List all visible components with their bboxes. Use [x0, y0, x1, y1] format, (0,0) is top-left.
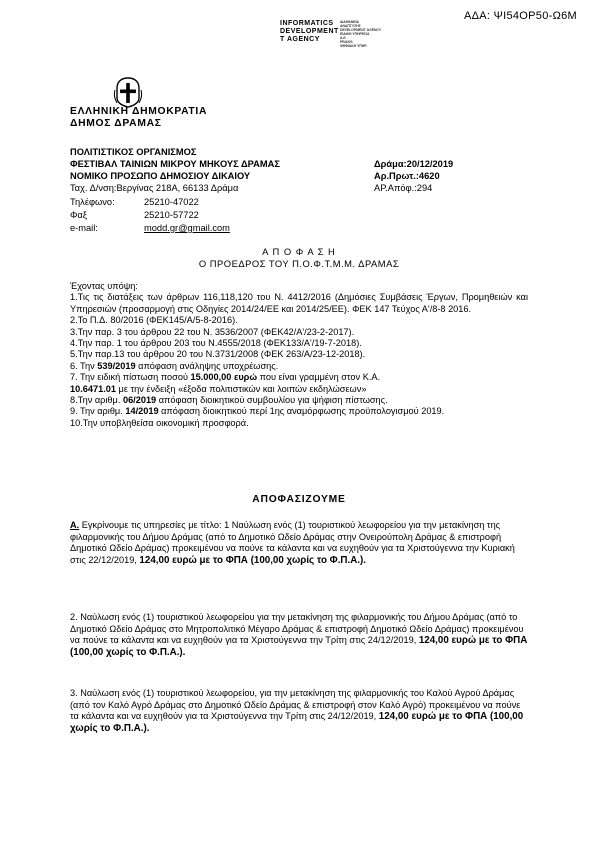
item-3-text: 3. Ναύλωση ενός (1) τουριστικού λεωφορείου, για την μετακίνηση της φιλαρμονικής του Καλού Αγρού Δράμας (από τον Καλό Αγρό Δράμας στο Δημοτικό Ωδείο Δράμας & επιστροφή στον Καλό Αγρό) προκειμένου να πούνε τα κάλαντα και να ευχηθούν για τα Χριστούγεννα την Τρίτη στις 24/12/2019,	[70, 688, 521, 722]
consideration-item	[70, 361, 528, 372]
address: Ταχ. Δ/νση:Βεργίνας 218Α, 66133 Δράμα	[70, 183, 239, 193]
phone-number: 25210-47022	[144, 197, 199, 207]
agency-small-line: ΑΝΑΠΤΥΞΗΣ	[340, 24, 361, 28]
item-text: απόφαση διοικητικού συμβουλίου για ψήφιση πίστωσης.	[156, 395, 388, 406]
agency-small-line: PRAXIS	[340, 40, 353, 44]
fax-label: Φαξ	[70, 210, 87, 220]
consideration-item	[70, 372, 528, 395]
ada-code: ΑΔΑ: ΨΙ54ΟΡ50-Ω6Μ	[463, 10, 577, 22]
decision-title: Α Π Ο Φ Α Σ Η	[262, 246, 336, 257]
service-item-3	[70, 688, 528, 734]
consideration-item	[70, 406, 528, 417]
considering-label: Έχοντας υπόψη:	[70, 281, 138, 291]
agency-small-text	[340, 20, 381, 48]
section-a-label: Α.	[70, 520, 80, 530]
section-a-text: Εγκρίνουμε τις υπηρεσίες με τίτλο: 1 Ναύλωση ενός (1) τουριστικού λεωφορείου για την μετακίνηση της φιλαρμονικής του Δήμου Δράμας (από το Δημοτικό Ωδείο Δράμας στην Ονειρούπολη Δράμας & επιστροφή Δημοτικό Ωδείο Δράμας) προκειμένου να πούνε τα κάλαντα και να ευχηθούν για τα Χριστούγεννα την Κυριακή στις 22/12/2019,	[70, 520, 515, 565]
municipality-heading: ΔΗΜΟΣ ΔΡΑΜΑΣ	[70, 118, 162, 129]
item-bold: 06/2019	[122, 395, 157, 406]
fax-number: 25210-57722	[144, 210, 199, 220]
section-a-price: 124,00 ευρώ με το ΦΠΑ (100,00 χωρίς το Φ.Π.Α.).	[139, 554, 367, 566]
item-text: απόφαση ανάληψης υποχρέωσης.	[135, 360, 279, 371]
consideration-item: 3.Την παρ. 3 του άρθρου 22 του Ν. 3536/2007 (ΦΕΚ42/Α'/23-2-2017).	[70, 326, 355, 337]
republic-heading: ΕΛΛΗΝΙΚΗ ΔΗΜΟΚΡΑΤΙΑ	[70, 106, 208, 117]
decision-number: ΑΡ.Απόφ.:294	[374, 183, 433, 193]
service-item-2	[70, 612, 528, 658]
item-bold: 14/2019	[125, 406, 159, 417]
document-date: Δράμα:20/12/2019	[374, 159, 454, 169]
decision-subtitle: Ο ΠΡΟΕΔΡΟΣ ΤΟΥ Π.Ο.Φ.Τ.Μ.Μ. ΔΡΑΜΑΣ	[198, 258, 400, 269]
agency-small-line: ΨΗΦΙΑΚΗ ΥΠΗΡ.	[340, 44, 368, 48]
consideration-item: 4.Την παρ. 1 του άρθρου 203 του Ν.4555/2018 (ΦΕΚ133/Α'/19-7-2018).	[70, 338, 362, 349]
item-2-price: 124,00 ευρώ με το ΦΠΑ (100,00 χωρίς το Φ.Π.Α.).	[70, 635, 528, 658]
agency-small-line: ΔΙΑΦΑΝΕΙΑ	[340, 20, 359, 24]
item-bold: 15.000,00 ευρώ	[190, 372, 258, 383]
consideration-item: 1.Τις τις διατάξεις των άρθρων 116,118,120 του Ν. 4412/2016 (Δημόσιες Συμβάσεις Έργων, Προμηθειών και Υπηρεσιών (προσαρμογή στις Οδηγίες 2014/24/ΕΕ και 2014/25/ΕΕ). ΦΕΚ 147 Τεύχος Α'/8-8 2016.	[70, 292, 528, 314]
item-text: 8.Την αριθμ.	[70, 395, 123, 406]
org-name-3: ΝΟΜΙΚΟ ΠΡΟΣΩΠΟ ΔΗΜΟΣΙΟΥ ΔΙΚΑΙΟΥ	[70, 171, 251, 181]
decide-heading: ΑΠΟΦΑΣΙΖΟΥΜΕ	[252, 494, 346, 505]
consideration-item	[70, 395, 528, 406]
item-text: με την ένδειξη «έξοδα πολιτιστικών και λοιπών εκδηλώσεων»	[115, 383, 367, 394]
org-name-2: ΦΕΣΤΙΒΑΛ ΤΑΙΝΙΩΝ ΜΙΚΡΟΥ ΜΗΚΟΥΣ ΔΡΑΜΑΣ	[70, 159, 280, 169]
greek-emblem-icon	[112, 76, 144, 108]
item-text: 9. Την αριθμ.	[70, 406, 126, 417]
consideration-item: 5.Την παρ.13 του άρθρου 20 του Ν.3731/2008 (ΦΕΚ 263/Α/23-12-2018).	[70, 349, 366, 360]
email-link[interactable]: modd.gr@gmail.com	[144, 223, 230, 233]
consideration-item: 10.Την υποβληθείσα οικονομική προσφορά.	[70, 417, 249, 428]
email-label: e-mail:	[70, 223, 98, 233]
agency-line: INFORMATICS	[280, 20, 334, 27]
agency-small-line: Δ.Ε.	[340, 36, 347, 40]
agency-small-line: ΕΙΔΙΚΗ ΥΠΗΡΕΣΙΑ	[340, 32, 370, 36]
item-text: που είναι γραμμένη στον Κ.Α.	[257, 372, 381, 383]
item-text: 7. Την ειδική πίστωση ποσού	[70, 372, 191, 383]
section-a	[70, 520, 528, 566]
item-bold: 10.6471.01	[70, 383, 116, 394]
considerations-list	[70, 281, 528, 429]
item-3-price: 124,00 ευρώ με το ΦΠΑ (100,00 χωρίς το Φ.Π.Α.).	[70, 711, 524, 734]
org-name-1: ΠΟΛΙΤΙΣΤΙΚΟΣ ΟΡΓΑΝΙΣΜΟΣ	[70, 147, 197, 157]
phone-label: Τηλέφωνο:	[70, 197, 115, 207]
protocol-number: Αρ.Πρωτ.:4620	[374, 171, 440, 181]
agency-small-line: DEVELOPMENT AGENCY	[340, 28, 382, 32]
consideration-item: 2.Το Π.Δ. 80/2016 (ΦΕΚ145/Α/5-8-2016).	[70, 315, 238, 326]
item-bold: 539/2019	[97, 360, 136, 371]
item-text: απόφαση διοικητικού περί 1ης αναμόρφωσης προϋπολογισμού 2019.	[158, 406, 445, 417]
item-text: 6. Την	[70, 360, 98, 371]
agency-name	[280, 20, 339, 44]
agency-line: T AGENCY	[280, 36, 320, 43]
item-2-text: 2. Ναύλωση ενός (1) τουριστικού λεωφορείου για την μετακίνηση της φιλαρμονικής του Δήμου Δράμας (από το Δημοτικό Ωδείο Δράμας στο Μητροπολιτικό Μέγαρο Δράμας & επιστροφή Δημοτικό Ωδείο Δράμας) προκειμένου να πούνε τα κάλαντα και να ευχηθούν για τα Χριστούγεννα την Τρίτη στις 24/12/2019,	[70, 612, 524, 646]
agency-line: DEVELOPMENT	[280, 28, 339, 35]
